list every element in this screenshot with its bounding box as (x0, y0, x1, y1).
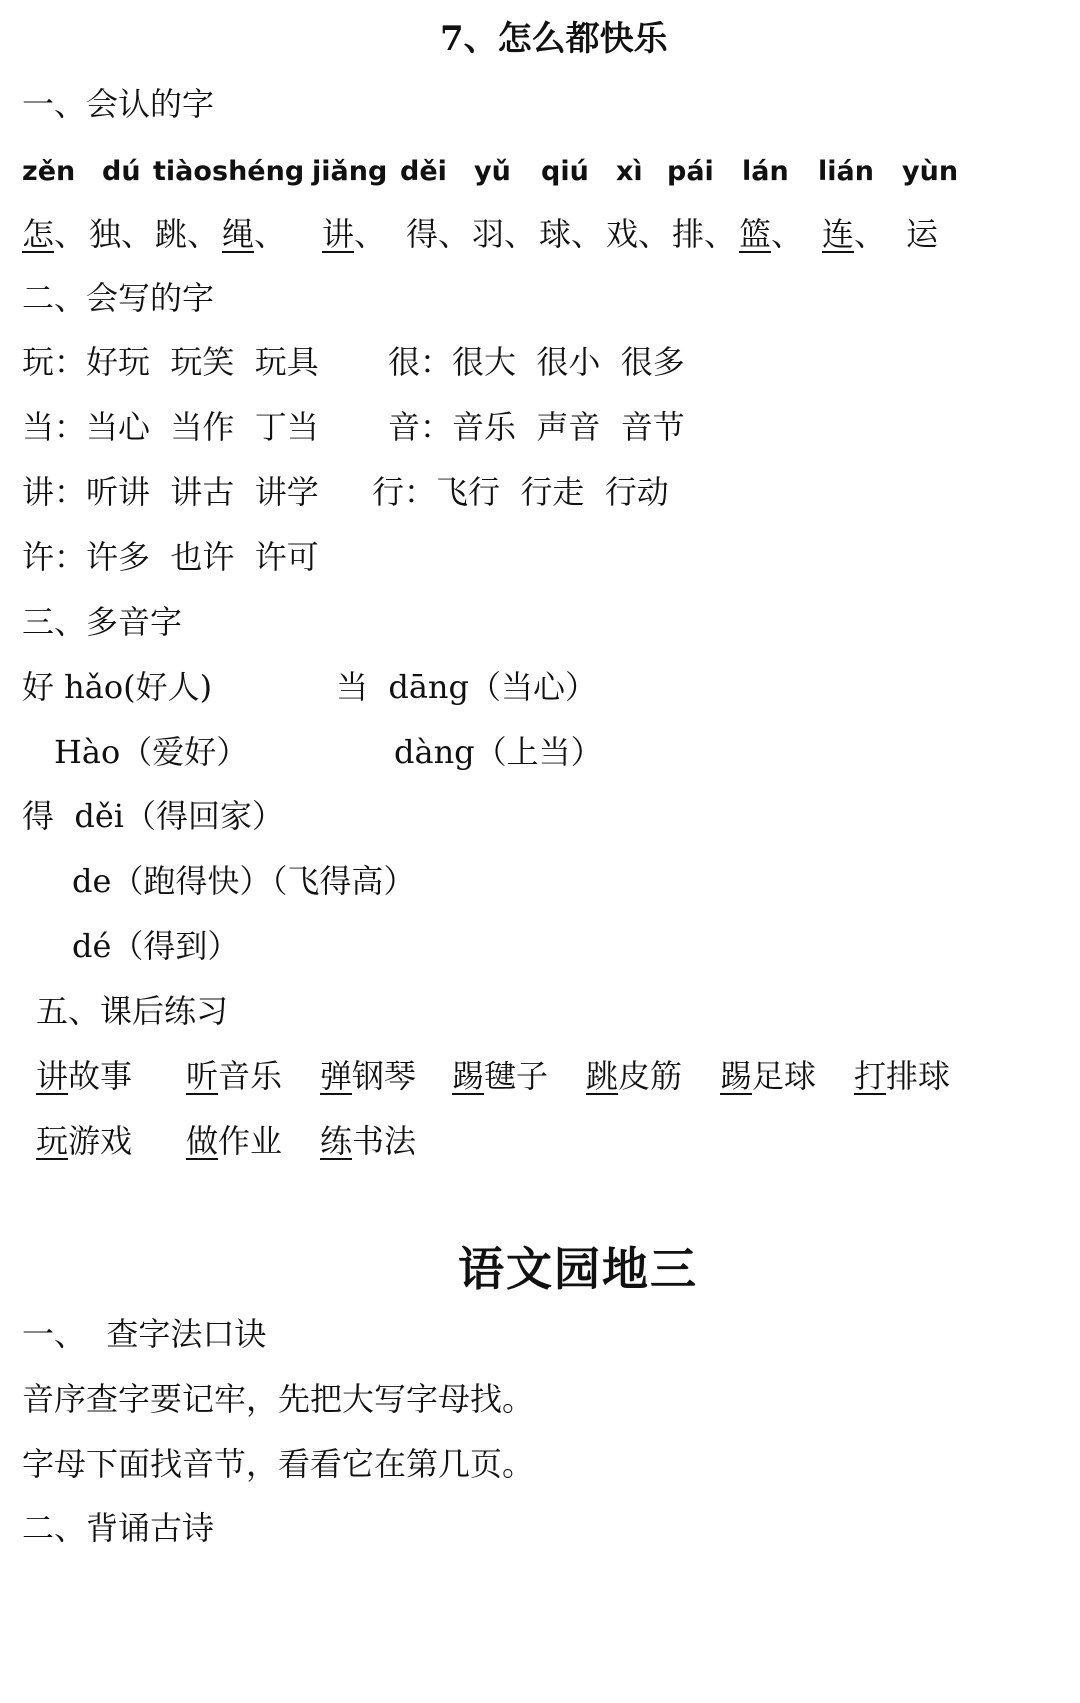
lookup-rhyme-line: 字母下面找音节，看看它在第几页。 (22, 1445, 535, 1483)
pinyin-label: xì (616, 156, 643, 187)
exercise-verb: 讲 (36, 1057, 69, 1095)
character: 戏 (606, 215, 639, 253)
pinyin-label: dú (102, 156, 141, 187)
pinyin-label: tiào (153, 156, 212, 187)
character: 怎 (22, 215, 55, 253)
exercise-verb: 踢 (720, 1057, 753, 1095)
exercise-object: 音乐 (218, 1057, 283, 1095)
pinyin-label: děi (400, 156, 447, 187)
write-line-right: 行：飞行 行走 行动 (372, 473, 669, 511)
exercise-phrase (586, 1057, 683, 1095)
exercise-phrase (854, 1057, 951, 1095)
pinyin-label: yǔ (474, 156, 511, 187)
separator: 、 (571, 215, 604, 253)
character-item (89, 215, 154, 253)
separator: 、 (854, 215, 887, 253)
pinyin-label: lián (818, 156, 874, 187)
pinyin-label: zěn (22, 156, 76, 187)
character-item (222, 215, 287, 253)
character-item (155, 215, 220, 253)
pinyin-label: pái (667, 156, 714, 187)
exercise-verb: 练 (320, 1122, 353, 1160)
character: 讲 (322, 215, 355, 253)
exercise-object: 书法 (352, 1122, 417, 1160)
polyphonic-hao-2: Hào（爱好） (54, 733, 249, 771)
exercise-phrase (186, 1122, 283, 1160)
character: 独 (89, 215, 122, 253)
character: 跳 (155, 215, 188, 253)
separator: 、 (187, 215, 220, 253)
separator: 、 (638, 215, 671, 253)
garden-title: 语文园地三 (458, 1242, 698, 1296)
pinyin-label: qiú (541, 156, 589, 187)
character: 排 (672, 215, 705, 253)
pinyin-label: jiǎng (312, 156, 388, 187)
lookup-rhyme-line: 音序查字要记牢，先把大写字母找。 (22, 1380, 535, 1418)
character: 球 (539, 215, 572, 253)
character-item (739, 215, 804, 253)
character-item (22, 215, 87, 253)
separator: 、 (254, 215, 287, 253)
separator: 、 (121, 215, 154, 253)
exercise-object: 排球 (886, 1057, 951, 1095)
exercise-object: 故事 (68, 1057, 133, 1095)
character: 篮 (739, 215, 772, 253)
separator: 、 (771, 215, 804, 253)
section-heading-recognize: 一、会认的字 (22, 85, 215, 123)
write-line-left: 讲：听讲 讲古 讲学 (22, 473, 319, 511)
character: 运 (906, 215, 939, 253)
character-item (672, 215, 737, 253)
exercise-phrase (186, 1057, 283, 1095)
separator: 、 (438, 215, 471, 253)
separator: 、 (354, 215, 387, 253)
exercise-phrase (320, 1057, 417, 1095)
character: 羽 (472, 215, 505, 253)
write-line-left: 当：当心 当作 丁当 (22, 408, 319, 446)
exercise-verb: 听 (186, 1057, 219, 1095)
separator: 、 (504, 215, 537, 253)
character: 得 (406, 215, 439, 253)
character-item (906, 215, 939, 253)
character: 绳 (222, 215, 255, 253)
exercise-object: 皮筋 (618, 1057, 683, 1095)
exercise-object: 游戏 (68, 1122, 133, 1160)
section-heading-polyphonic: 三、多音字 (22, 603, 183, 641)
polyphonic-de-3: dé（得到） (72, 927, 240, 965)
exercise-phrase (320, 1122, 417, 1160)
write-line-left: 许：许多 也许 许可 (22, 538, 319, 576)
character-item (322, 215, 387, 253)
pinyin-label: yùn (902, 156, 959, 187)
exercise-verb: 做 (186, 1122, 219, 1160)
exercise-phrase (36, 1057, 133, 1095)
separator: 、 (54, 215, 87, 253)
polyphonic-hao-1: 好 hǎo(好人) (22, 668, 213, 706)
exercise-phrase (720, 1057, 817, 1095)
polyphonic-dei-1: 得 děi（得回家） (22, 797, 285, 835)
write-line-left: 玩：好玩 玩笑 玩具 (22, 343, 319, 381)
exercise-verb: 打 (854, 1057, 887, 1095)
polyphonic-dang-2: dàng（上当） (394, 733, 603, 771)
exercise-object: 毽子 (484, 1057, 549, 1095)
section-heading-exercise: 五、课后练习 (36, 992, 229, 1030)
separator: 、 (704, 215, 737, 253)
polyphonic-de-2: de（跑得快）（飞得高） (72, 862, 416, 900)
section-heading-write: 二、会写的字 (22, 279, 215, 317)
exercise-object: 钢琴 (352, 1057, 417, 1095)
garden-heading-poem: 二、背诵古诗 (22, 1509, 215, 1547)
write-line-right: 音：音乐 声音 音节 (388, 408, 685, 446)
character-item (606, 215, 671, 253)
character: 连 (822, 215, 855, 253)
polyphonic-dang-1: 当 dāng（当心） (336, 668, 598, 706)
exercise-object: 作业 (218, 1122, 283, 1160)
exercise-verb: 跳 (586, 1057, 619, 1095)
character-item (822, 215, 887, 253)
character-item (539, 215, 604, 253)
pinyin-label: shéng (212, 156, 305, 187)
exercise-verb: 弹 (320, 1057, 353, 1095)
lesson-title: 7、怎么都快乐 (440, 19, 668, 59)
character-item (406, 215, 471, 253)
exercise-phrase (452, 1057, 549, 1095)
exercise-verb: 踢 (452, 1057, 485, 1095)
write-line-right: 很：很大 很小 很多 (388, 343, 685, 381)
pinyin-label: lán (742, 156, 789, 187)
exercise-phrase (36, 1122, 133, 1160)
exercise-object: 足球 (752, 1057, 817, 1095)
exercise-verb: 玩 (36, 1122, 69, 1160)
garden-heading-lookup: 一、 查字法口诀 (22, 1315, 267, 1353)
character-item (472, 215, 537, 253)
